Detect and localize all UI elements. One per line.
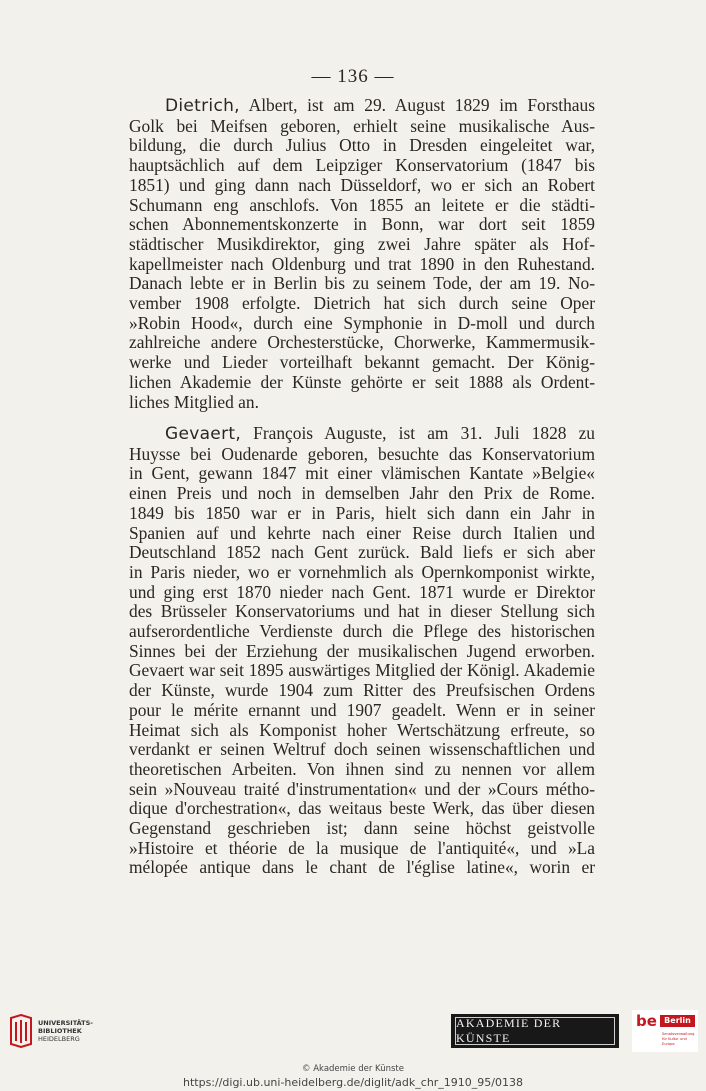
berlin-subtitle: Senatsverwaltung für Kultur und Europa <box>662 1032 695 1046</box>
entry-line: theoretischen Arbeiten. Von ihnen sind zu nennen vor allem <box>129 758 595 779</box>
entry-line: und ging erst 1870 nieder nach Gent. 1871 wurde er Direktor <box>129 581 595 602</box>
entry-line: kapellmeister nach Oldenburg und trat 1890 in den Ruhestand. <box>129 253 595 274</box>
entry-line: werke und Lieder vorteilhaft bekannt gemacht. Der König- <box>129 352 595 373</box>
berlin-senate-logo[interactable] <box>632 1010 698 1052</box>
entry-line: lichen Akademie der Künste gehörte er seit 1888 als Ordent- <box>129 371 595 392</box>
entry-line: in Paris nieder, wo er vornehmlich als Opernkomponist wirkte, <box>129 561 595 582</box>
entry-line: liches Mitglied an. <box>129 391 259 412</box>
berlin-be-mark: be <box>636 1012 657 1030</box>
entry-name: Gevaert, <box>165 424 242 444</box>
entry-line: vember 1908 erfolgte. Dietrich hat sich durch seine Oper <box>129 293 595 314</box>
entry-line: Deutschland 1852 nach Gent zurück. Bald liefs er sich aber <box>129 542 595 563</box>
entry-line: einen Preis und noch in demselben Jahr den Prix de Rome. <box>129 483 595 504</box>
entry-line: der Künste, wurde 1904 zum Ritter des Preufsischen Ordens <box>129 680 595 701</box>
entry-line: sein »Nouveau traité d'instrumentation« und der »Cours métho- <box>129 778 595 799</box>
entry-line: in Gent, gewann 1847 mit einer vlämischen Kantate »Belgie« <box>129 463 595 484</box>
entry-dietrich <box>129 96 595 412</box>
entry-line: Spanien auf und kehrte nach einer Reise durch Italien und <box>129 522 595 543</box>
berlin-label: Berlin <box>660 1015 695 1027</box>
entry-line: Dietrich, Albert, ist am 29. August 1829 im Forsthaus <box>165 95 595 116</box>
entry-line: »Robin Hood«, durch eine Symphonie in D-moll und durch <box>129 312 595 333</box>
entry-line: Heimat sich als Komponist hoher Wertschätzung erfreute, so <box>129 719 595 740</box>
entry-line: des Brüsseler Konservatoriums und hat in dieser Stellung sich <box>129 601 595 622</box>
copyright-notice: © Akademie der Künste <box>302 1064 404 1074</box>
entry-line: zahlreiche andere Orchesterstücke, Chorwerke, Kammermusik- <box>129 332 595 353</box>
entry-line: städtischer Musikdirektor, ging zwei Jahre später als Hof- <box>129 233 595 254</box>
entry-line: Gevaert war seit 1895 auswärtiges Mitglied der Königl. Akademie <box>129 660 595 681</box>
entry-line: dique d'orchestration«, das weitaus beste Werk, das über diesen <box>129 798 595 819</box>
entry-line: mélopée antique dans le chant de l'église latine«, worin er <box>129 857 595 878</box>
entry-name: Dietrich, <box>165 96 240 116</box>
entry-gevaert <box>129 424 595 878</box>
entry-line: 1849 bis 1850 war er in Paris, hielt sich dann ein Jahr in <box>129 502 595 523</box>
entry-line: verdankt er seinen Weltruf doch seinen wissenschaftlichen und <box>129 739 595 760</box>
entry-line: schen Abonnementskonzerte in Bonn, war dort seit 1859 <box>129 214 595 235</box>
akademie-label: AKADEMIE DER KÜNSTE <box>455 1017 615 1045</box>
entry-line: aufserordentliche Verdienste durch die Pflege des historischen <box>129 621 595 642</box>
source-url[interactable]: https://digi.ub.uni-heidelberg.de/diglit/adk_chr_1910_95/0138 <box>182 1076 524 1089</box>
entry-line: Sinnes bei der Erziehung der musikalischen Jugend erworben. <box>129 640 595 661</box>
university-library-logo[interactable] <box>8 1011 108 1051</box>
akademie-der-kuenste-logo[interactable] <box>451 1014 619 1048</box>
entry-line: bildung, die durch Julius Otto in Dresden eingeleitet war, <box>129 135 595 156</box>
university-library-name: UNIVERSITÄTS- BIBLIOTHEK HEIDELBERG <box>38 1019 93 1043</box>
entry-line: Schumann eng anschlofs. Von 1855 an leitete er die städti- <box>129 194 595 215</box>
entry-line: Gevaert, François Auguste, ist am 31. Juli 1828 zu <box>165 423 595 444</box>
entry-line: pour le mérite ernannt und 1907 geadelt. Wenn er in seiner <box>129 699 595 720</box>
entry-line: Gegenstand geschrieben ist; dann seine höchst geistvolle <box>129 818 595 839</box>
entry-line: Danach lebte er in Berlin bis zu seinem Tode, der am 19. No- <box>129 273 595 294</box>
entry-line: Huysse bei Oudenarde geboren, besuchte das Konservatorium <box>129 443 595 464</box>
entry-line: Golk bei Meifsen geboren, erhielt seine musikalische Aus- <box>129 115 595 136</box>
entry-line: »Histoire et théorie de la musique de l'antiquité«, und »La <box>129 837 595 858</box>
entry-line: hauptsächlich auf dem Leipziger Konservatorium (1847 bis <box>129 155 595 176</box>
page-number: — 136 — <box>311 66 395 87</box>
entry-line: 1851) und ging dann nach Düsseldorf, wo er sich an Robert <box>129 174 595 195</box>
university-library-icon <box>8 1014 34 1048</box>
